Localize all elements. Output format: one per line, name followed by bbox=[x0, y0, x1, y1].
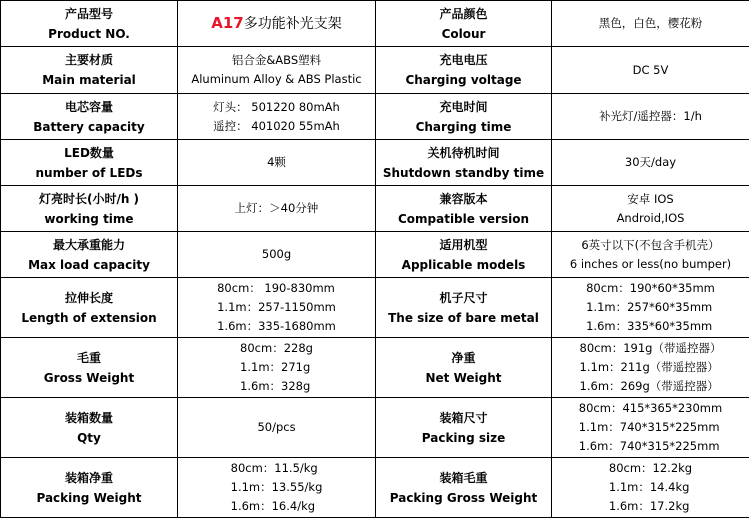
label-working-time bbox=[1, 186, 178, 232]
spec-row-packing-weight bbox=[1, 458, 749, 518]
label-cn: 毛重 bbox=[3, 348, 175, 368]
label-cn: 装箱数量 bbox=[3, 408, 175, 428]
spec-row-extension bbox=[1, 278, 749, 338]
label-extension bbox=[1, 278, 178, 338]
spec-row-packing-qty bbox=[1, 398, 749, 458]
spec-row-product-no bbox=[1, 1, 749, 47]
spec-row-battery-capacity bbox=[1, 94, 749, 140]
value-line: 1.1m：257*60*35mm bbox=[586, 298, 715, 317]
value-line: 80cm：11.5/kg bbox=[231, 459, 323, 478]
value-line: Android,IOS bbox=[554, 209, 747, 228]
value-line: 遥控： 401020 55mAh bbox=[180, 117, 373, 136]
label-en: working time bbox=[3, 209, 175, 229]
label-en: Colour bbox=[378, 24, 549, 44]
value-line: 50/pcs bbox=[180, 418, 373, 437]
value-battery-capacity bbox=[178, 94, 376, 140]
label-en: Battery capacity bbox=[3, 117, 175, 137]
label-cn: 主要材质 bbox=[3, 50, 175, 70]
value-line: 1.1m：271g bbox=[240, 358, 313, 377]
value-qty bbox=[178, 398, 376, 458]
value-line: 安卓 IOS bbox=[554, 190, 747, 209]
label-cn: 兼容版本 bbox=[378, 189, 549, 209]
value-line: 80cm：415*365*230mm bbox=[579, 399, 722, 418]
value-packing-gross-weight bbox=[552, 458, 749, 518]
label-cn: 最大承重能力 bbox=[3, 235, 175, 255]
value-gross-weight bbox=[178, 338, 376, 398]
spec-row-weight bbox=[1, 338, 749, 398]
label-en: Shutdown standby time bbox=[378, 163, 549, 183]
value-line: 1.1m：740*315*225mm bbox=[579, 418, 722, 437]
label-en: Length of extension bbox=[3, 308, 175, 328]
label-cn: 拉伸长度 bbox=[3, 288, 175, 308]
label-battery-capacity bbox=[1, 94, 178, 140]
value-line: 灯头： 501220 80mAh bbox=[180, 98, 373, 117]
value-line: 上灯：＞40分钟 bbox=[180, 199, 373, 218]
value-line: 80cm：191g（带遥控器） bbox=[580, 339, 722, 358]
label-cn: 机子尺寸 bbox=[378, 288, 549, 308]
value-line: 6英寸以下(不包含手机壳） bbox=[554, 236, 747, 255]
label-cn: 产品型号 bbox=[3, 4, 175, 24]
label-en: Max load capacity bbox=[3, 255, 175, 275]
value-compatible-version bbox=[552, 186, 749, 232]
spec-row-main-material bbox=[1, 47, 749, 94]
label-packing-weight bbox=[1, 458, 178, 518]
label-cn: 电芯容量 bbox=[3, 97, 175, 117]
label-product-no bbox=[1, 1, 178, 47]
value-charging-voltage bbox=[552, 47, 749, 94]
value-line: 1.6m：328g bbox=[240, 377, 313, 396]
label-cn: 装箱尺寸 bbox=[378, 408, 549, 428]
value-line: 30天/day bbox=[554, 153, 747, 172]
value-line: 1.6m：17.2kg bbox=[609, 497, 692, 516]
label-packing-gross-weight bbox=[376, 458, 552, 518]
label-en: Charging voltage bbox=[378, 70, 549, 90]
value-product-no bbox=[178, 1, 376, 47]
value-colour bbox=[552, 1, 749, 47]
value-line: 1.6m：740*315*225mm bbox=[579, 437, 722, 456]
value-packing-size bbox=[552, 398, 749, 458]
value-line: 黑色，白色，樱花粉 bbox=[554, 14, 747, 33]
label-compatible-version bbox=[376, 186, 552, 232]
value-bare-size bbox=[552, 278, 749, 338]
value-line: 1.6m：335-1680mm bbox=[217, 317, 336, 336]
label-led-count bbox=[1, 140, 178, 186]
value-line: 80cm：190*60*35mm bbox=[586, 279, 715, 298]
label-en: Compatible version bbox=[378, 209, 549, 229]
spec-row-working-time bbox=[1, 186, 749, 232]
label-cn: 充电电压 bbox=[378, 50, 549, 70]
value-line: 1.6m：16.4/kg bbox=[231, 497, 323, 516]
label-standby-time bbox=[376, 140, 552, 186]
label-en: Gross Weight bbox=[3, 368, 175, 388]
label-bare-size bbox=[376, 278, 552, 338]
spec-row-max-load bbox=[1, 232, 749, 278]
label-cn: 充电时间 bbox=[378, 97, 549, 117]
label-main-material bbox=[1, 47, 178, 94]
value-line: 铝合金&ABS塑料 bbox=[180, 51, 373, 70]
value-line: 1.6m：269g（带遥控器） bbox=[580, 377, 722, 396]
label-cn: 适用机型 bbox=[378, 235, 549, 255]
product-name: 多功能补光支架 bbox=[244, 16, 342, 32]
label-en: Packing Gross Weight bbox=[378, 488, 549, 508]
value-packing-weight bbox=[178, 458, 376, 518]
label-max-load bbox=[1, 232, 178, 278]
label-charging-time bbox=[376, 94, 552, 140]
spec-row-led-count bbox=[1, 140, 749, 186]
value-line: 1.1m：14.4kg bbox=[609, 478, 692, 497]
label-packing-size bbox=[376, 398, 552, 458]
value-line: DC 5V bbox=[554, 61, 747, 80]
label-net-weight bbox=[376, 338, 552, 398]
value-standby-time bbox=[552, 140, 749, 186]
label-en: Net Weight bbox=[378, 368, 549, 388]
value-line: 1.1m：13.55/kg bbox=[231, 478, 323, 497]
label-cn: 装箱毛重 bbox=[378, 468, 549, 488]
value-line: 6 inches or less(no bumper) bbox=[554, 255, 747, 274]
label-cn: 装箱净重 bbox=[3, 468, 175, 488]
value-line: 80cm： 190-830mm bbox=[217, 279, 336, 298]
value-line: 4颗 bbox=[180, 153, 373, 172]
label-applicable-models bbox=[376, 232, 552, 278]
label-en: number of LEDs bbox=[3, 163, 175, 183]
label-en: Product NO. bbox=[3, 24, 175, 44]
label-en: Qty bbox=[3, 428, 175, 448]
value-led-count bbox=[178, 140, 376, 186]
value-line: 80cm：12.2kg bbox=[609, 459, 692, 478]
label-qty bbox=[1, 398, 178, 458]
label-cn: LED数量 bbox=[3, 143, 175, 163]
value-main-material bbox=[178, 47, 376, 94]
label-en: Packing size bbox=[378, 428, 549, 448]
value-line: 1.6m：335*60*35mm bbox=[586, 317, 715, 336]
value-working-time bbox=[178, 186, 376, 232]
label-charging-voltage bbox=[376, 47, 552, 94]
value-line: 补光灯/遥控器：1/h bbox=[554, 107, 747, 126]
value-charging-time bbox=[552, 94, 749, 140]
label-cn: 灯亮时长(小时/h ) bbox=[3, 189, 175, 209]
value-line: 500g bbox=[180, 245, 373, 264]
label-en: Applicable models bbox=[378, 255, 549, 275]
value-line: 1.1m：211g（带遥控器） bbox=[580, 358, 722, 377]
label-gross-weight bbox=[1, 338, 178, 398]
model-number: A17 bbox=[211, 14, 243, 32]
value-extension bbox=[178, 278, 376, 338]
label-en: The size of bare metal bbox=[378, 308, 549, 328]
value-line: 80cm：228g bbox=[240, 339, 313, 358]
label-en: Charging time bbox=[378, 117, 549, 137]
label-colour bbox=[376, 1, 552, 47]
value-max-load bbox=[178, 232, 376, 278]
value-applicable-models bbox=[552, 232, 749, 278]
label-cn: 净重 bbox=[378, 348, 549, 368]
label-cn: 产品颜色 bbox=[378, 4, 549, 24]
label-en: Packing Weight bbox=[3, 488, 175, 508]
label-en: Main material bbox=[3, 70, 175, 90]
value-line: Aluminum Alloy & ABS Plastic bbox=[180, 70, 373, 89]
value-line: 1.1m：257-1150mm bbox=[217, 298, 336, 317]
label-cn: 关机待机时间 bbox=[378, 143, 549, 163]
value-net-weight bbox=[552, 338, 749, 398]
